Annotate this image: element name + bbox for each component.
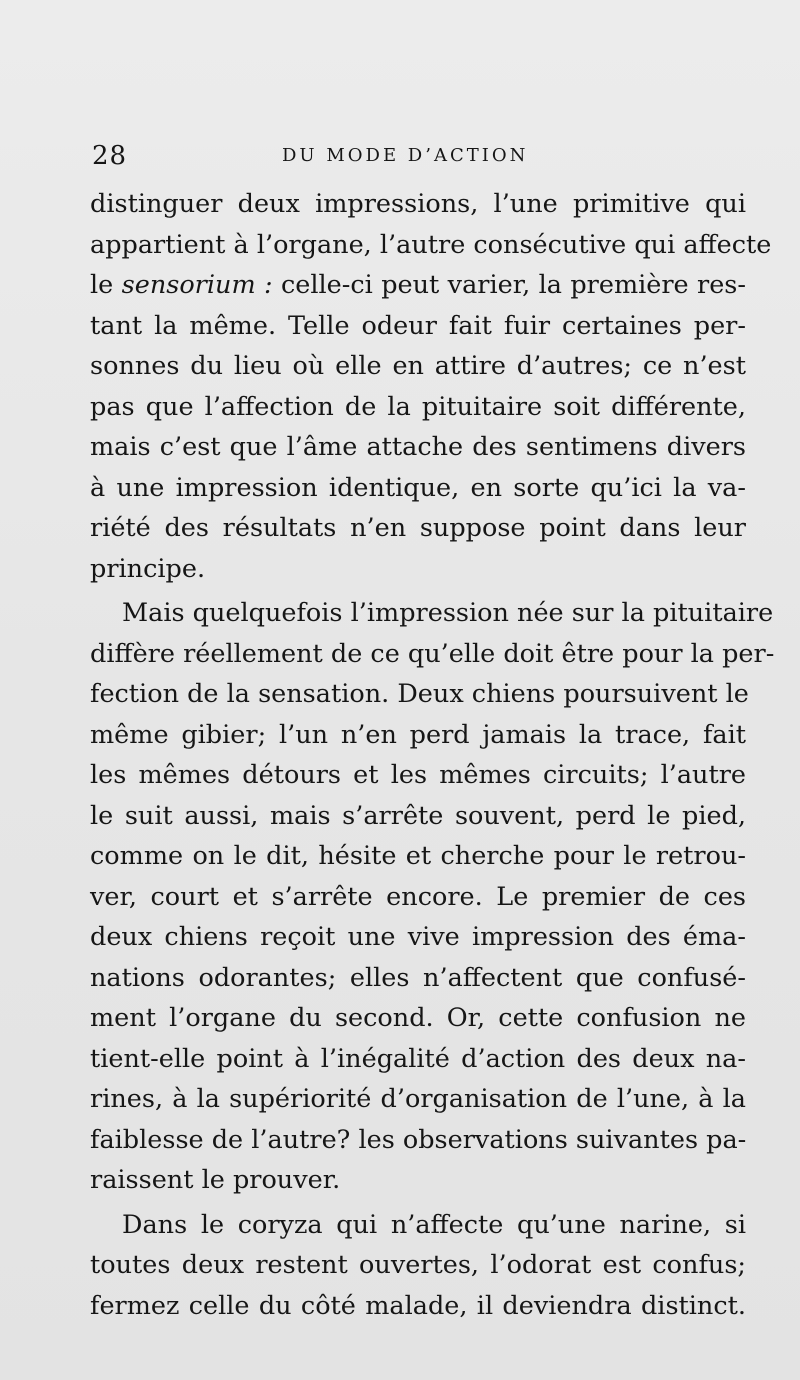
text-line: diffère réellement de ce qu’elle doit être pour la per- — [90, 638, 775, 669]
text-line: appartient à l’organe, l’autre consécutive qui affecte — [90, 229, 772, 260]
text-line: Dans le coryza qui n’affecte qu’une narine, si — [122, 1209, 746, 1240]
running-head: DU MODE D’ACTION — [282, 145, 529, 166]
text-line: à une impression identique, en sorte qu’ici la va- — [90, 472, 746, 503]
text-line: tient-elle point à l’inégalité d’action des deux na- — [90, 1043, 746, 1074]
text-line: les mêmes détours et les mêmes circuits; l’autre — [90, 760, 746, 790]
text-line: mais c’est que l’âme attache des sentimens divers — [90, 432, 746, 462]
text-line: le suit aussi, mais s’arrête souvent, perd le pied, — [90, 800, 746, 831]
italic-term: sensorium : — [121, 270, 273, 300]
text-line: ment l’organe du second. Or, cette confusion ne — [90, 1003, 746, 1033]
text-line: Mais quelquefois l’impression née sur la pituitaire — [122, 598, 774, 628]
page-number: 28 — [92, 141, 128, 171]
text-line: ver, court et s’arrête encore. Le premier de ces — [90, 881, 746, 912]
text-line: nations odorantes; elles n’affectent que confusé- — [90, 962, 746, 993]
text-line: pas que l’affection de la pituitaire soit différente, — [90, 391, 746, 422]
text-line: deux chiens reçoit une vive impression des éma- — [90, 922, 746, 952]
text-line: rines, à la supériorité d’organisation de l’une, à la — [90, 1084, 746, 1114]
page-header — [92, 138, 742, 174]
text-line: fection de la sensation. Deux chiens poursuivent le — [90, 679, 749, 709]
text-line: faiblesse de l’autre? les observations suivantes pa- — [90, 1124, 747, 1155]
text-line: fermez celle du côté malade, il deviendra distinct. — [90, 1290, 746, 1321]
text-segment: le — [90, 270, 114, 300]
text-line: toutes deux restent ouvertes, l’odorat est confus; — [90, 1250, 746, 1280]
text-line — [90, 265, 746, 306]
text-line: riété des résultats n’en suppose point dans leur — [90, 513, 746, 543]
text-line: même gibier; l’un n’en perd jamais la trace, fait — [90, 719, 746, 750]
body-text — [90, 184, 775, 1326]
text-line: raissent le prouver. — [90, 1165, 341, 1195]
text-line: sonnes du lieu où elle en attire d’autres; ce n’est — [90, 351, 746, 381]
text-segment: celle-ci peut varier, la première res- — [281, 270, 747, 300]
text-line: distinguer deux impressions, l’une primitive qui — [90, 189, 746, 219]
text-line: tant la même. Telle odeur fait fuir certaines per- — [90, 310, 746, 341]
text-line: principe. — [90, 553, 206, 584]
text-line: comme on le dit, hésite et cherche pour le retrou- — [90, 841, 746, 871]
